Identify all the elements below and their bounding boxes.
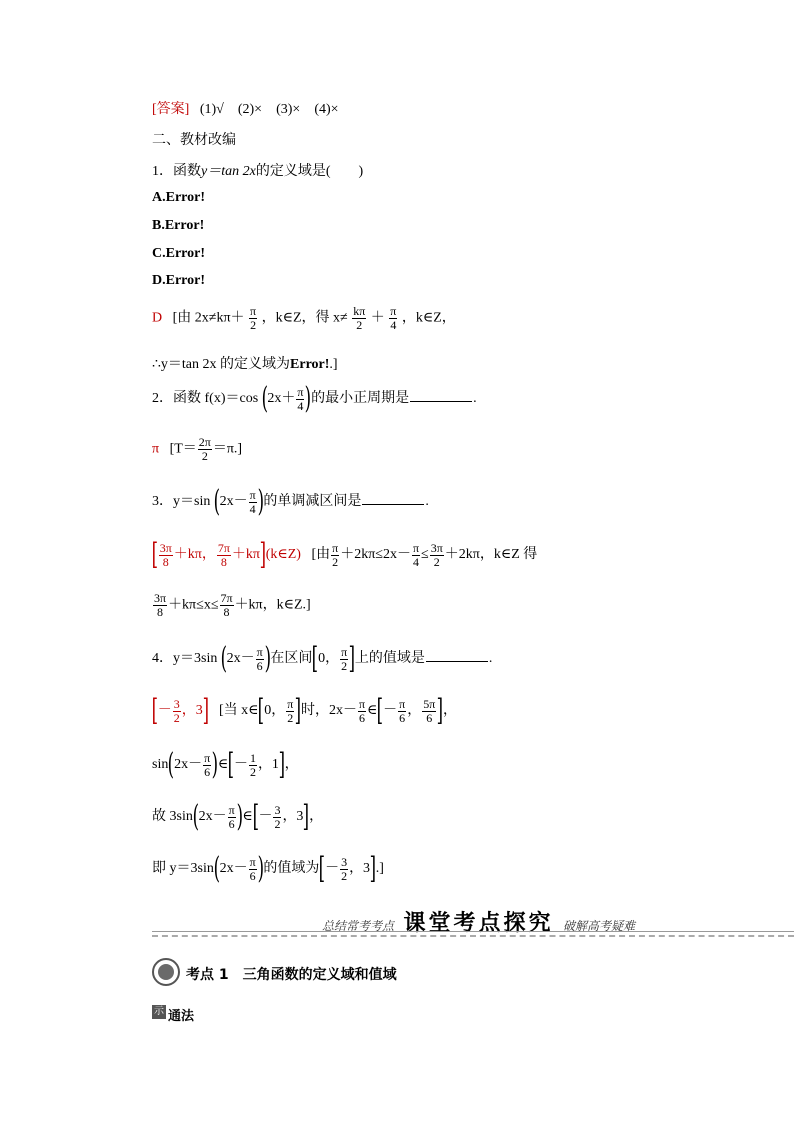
fraction-pi-over-6: $\frac{\pi}{6}$	[249, 854, 256, 883]
q3-sol-c: ≤	[421, 547, 429, 563]
fraction-3-over-2: $\frac{3}{2}$	[341, 854, 348, 883]
q4-stem-a: 4．y＝3sin	[152, 651, 218, 667]
fraction-kpi-over-2: $\frac{k\pi}{2}$	[353, 304, 366, 332]
answer-item-1: (1)√	[199, 102, 224, 117]
q4-solution-line3: 故 3sin(2x－ $\frac{\pi}{6}$ )∈[－ $\frac{3}{2}$ ，3]，	[152, 799, 324, 834]
q1-sol2-b: Error!	[290, 357, 330, 372]
section-heading: 二、教材改编	[152, 133, 236, 148]
answer-item-2: (2)×	[237, 102, 263, 117]
kaodian-title: 考点 1 三角函数的定义域和值域	[186, 967, 397, 983]
q1-sol-a: [由 2x≠kπ＋	[172, 310, 245, 326]
q3-solution-line2	[152, 592, 311, 618]
q1-sol-d: ，k∈Z，	[401, 310, 456, 326]
q3-sol-b: ＋2kπ≤2x－	[340, 547, 411, 563]
fraction-3-over-2: $\frac{3}{2}$	[274, 802, 281, 831]
q2-sol-b: ＝π.]	[212, 441, 243, 457]
fraction-pi-over-2: $\frac{\pi}{2}$	[341, 644, 348, 673]
q1-answer: D	[152, 310, 163, 326]
fraction-2pi-over-2: $\frac{2\pi}{2}$	[198, 435, 211, 463]
q4-answer: [－ $\frac{3}{2}$ ，3]	[151, 693, 209, 728]
fraction-pi-over-2: $\frac{\pi}{2}$	[287, 696, 294, 725]
q3-sol-d: ＋2kπ，k∈Z 得	[444, 547, 538, 563]
q1-option-a: A.Error!	[152, 190, 205, 205]
fraction-pi-over-6: $\frac{\pi}{6}$	[228, 802, 235, 831]
q3-answer: [ $\frac{3\pi}{8}$ ＋kπ， $\frac{7\pi}{8}$ ＋kπ](k∈Z)	[151, 537, 301, 572]
banner-rule	[152, 931, 794, 932]
q2-answer: π	[152, 441, 160, 457]
fraction-3pi-over-2: $\frac{3\pi}{2}$	[430, 540, 443, 569]
q3-stem: 3．y＝sin (2x－ $\frac{\pi}{4}$ )的单调减区间是 .	[152, 484, 429, 519]
fraction-pi-over-4: $\frac{\pi}{4}$	[297, 384, 304, 413]
q1-option-c: C.Error!	[152, 246, 205, 261]
fraction-7pi-over-8: $\frac{7\pi}{8}$	[220, 591, 233, 619]
answer-item-3: (3)×	[276, 102, 301, 117]
q3-stem-b: 2x－	[219, 494, 248, 510]
q1-stem	[152, 160, 363, 180]
fraction-pi-over-2: $\frac{\pi}{2}$	[332, 540, 339, 569]
q3-stem-a: 3．y＝sin	[152, 494, 211, 510]
fraction-pi-over-6: $\frac{\pi}{6}$	[204, 750, 211, 779]
q3-sol2-c: ＋kπ，k∈Z.]	[234, 597, 311, 613]
banner-right-text: 破解高考疑难	[563, 919, 636, 933]
q1-option-b: B.Error!	[152, 218, 205, 233]
q1-sol2-a: ∴y＝tan 2x 的定义域为	[152, 357, 291, 372]
fraction-pi-over-6: $\frac{\pi}{6}$	[399, 696, 406, 725]
q1-solution-line1	[152, 305, 456, 331]
q2-sol-a: [T＝	[169, 441, 197, 457]
q2-solution	[152, 436, 242, 462]
answer-blank	[362, 492, 424, 505]
q1-sol-b: ，k∈Z，得 x≠	[261, 310, 348, 326]
banner-title: 课堂考点探究	[403, 911, 554, 936]
banner-dashed-rule	[152, 935, 794, 937]
tongfa-icon: 示	[154, 1006, 164, 1017]
fraction-pi-over-4: $\frac{\pi}{4}$	[412, 540, 420, 569]
fraction-1-over-2: $\frac{1}{2}$	[249, 750, 256, 779]
q4-solution-line4: 即 y＝3sin(2x－ $\frac{\pi}{6}$ )的值域为[－ $\frac{3}{2}$ ，3].]	[152, 851, 384, 886]
q2-stem-a: 2．函数 f(x)＝cos	[152, 391, 259, 407]
q4-stem: 4．y＝3sin (2x－ $\frac{\pi}{6}$ )在区间[0， $\frac{\pi}{2}$ ]上的值域是 .	[152, 641, 493, 676]
answer-blank	[410, 389, 472, 402]
answer-blank	[426, 649, 488, 662]
section-banner	[152, 902, 794, 942]
q2-stem-b: 2x＋	[267, 391, 296, 407]
answer-item-4: (4)×	[314, 102, 339, 117]
q3-sol2-b: ＋kπ≤x≤	[168, 597, 219, 613]
q1-stem-end: 的定义域是( )	[255, 164, 364, 179]
q1-solution-line2	[152, 353, 338, 373]
q2-stem: 2．函数 f(x)＝cos (2x＋ $\frac{\pi}{4}$ )的最小正周期是 .	[152, 381, 477, 416]
fraction-pi-over-6: $\frac{\pi}{6}$	[256, 644, 263, 673]
kaodian-circle-icon	[152, 958, 180, 986]
answer-line	[152, 98, 339, 118]
fraction-5pi-over-6: $\frac{5\pi}{6}$	[423, 696, 436, 725]
q1-func: y＝tan 2x	[201, 164, 256, 179]
q2-stem-c: 的最小正周期是	[311, 391, 410, 407]
q1-sol-c: ＋	[370, 310, 385, 326]
q4-solution-line2: sin(2x－ $\frac{\pi}{6}$ )∈[－ $\frac{1}{2}$ ，1]，	[152, 747, 299, 782]
q3-sol-a: [由	[311, 547, 331, 563]
q3-solution-line1	[151, 537, 538, 572]
q4-solution-line1: [－ $\frac{3}{2}$ ，3] [当 x∈[0， $\frac{\pi}{2}$ ]时，2x－ $\frac{\pi}{6}$ ∈[－ $\frac{\pi}{6}$ ， $\frac{5\pi}{6}$ ]，	[151, 693, 457, 728]
banner-left-text: 总结常考考点	[322, 919, 395, 933]
q1-option-d: D.Error!	[152, 273, 205, 288]
q1-stem-start: 1．函数	[152, 164, 201, 179]
tongfa-label: 通法	[168, 1009, 195, 1024]
q1-sol2-c: .]	[329, 357, 338, 372]
answer-label: [答案]	[152, 102, 190, 117]
fraction-3pi-over-8: $\frac{3\pi}{8}$	[154, 591, 167, 619]
q3-stem-c: 的单调减区间是	[263, 494, 362, 510]
fraction-pi-over-4: $\frac{\pi}{4}$	[249, 487, 256, 516]
fraction-pi-over-6: $\frac{\pi}{6}$	[358, 696, 366, 725]
fraction-pi-over-2: $\frac{\pi}{2}$	[250, 304, 257, 332]
fraction-pi-over-4: $\frac{\pi}{4}$	[390, 304, 397, 332]
